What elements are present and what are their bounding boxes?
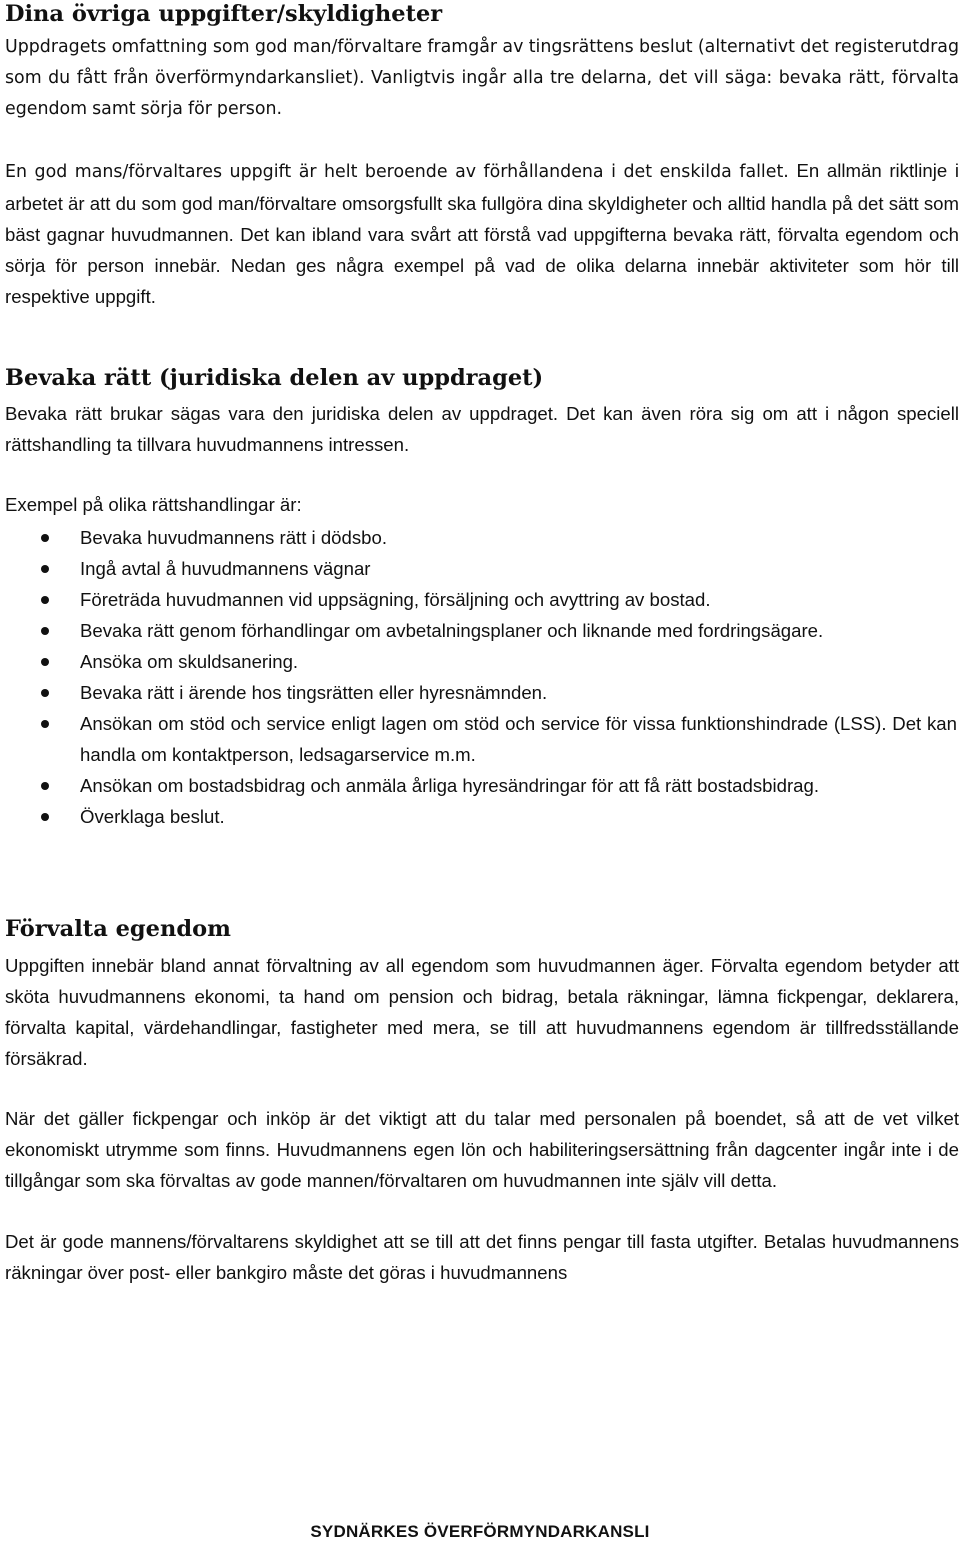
section-title-ovriga-uppgifter: Dina övriga uppgifter/skyldigheter [5, 1, 443, 27]
list-item: Ansökan om bostadsbidrag och anmäla årliga hyresändringar för att få rätt bostadsbidrag. [5, 770, 959, 801]
bullet-icon [41, 565, 49, 573]
paragraph-god-mans-uppgift-lead: En god mans/förvaltares uppgift är helt beroende av förhållandena i det enskilda fallet. [5, 162, 789, 182]
list-item: Bevaka rätt i ärende hos tingsrätten eller hyresnämnden. [5, 677, 959, 708]
bullet-icon [41, 720, 49, 728]
page-footer: SYDNÄRKES ÖVERFÖRMYNDARKANSLI [310, 1522, 650, 1541]
rattshandlingar-list [5, 522, 959, 832]
paragraph-bevaka-ratt-intro: Bevaka rätt brukar sägas vara den juridiska delen av uppdraget. Det kan även röra sig om att i någon speciell rättshandling ta tillvara huvudmannens intressen. [5, 403, 959, 455]
bullet-icon [41, 534, 49, 542]
paragraph-fasta-utgifter: Det är gode mannens/förvaltarens skyldighet att se till att det finns pengar till fasta utgifter. Betalas huvudmannens räkningar över post- eller bankgiro måste det göras i huvudmannens [5, 1231, 959, 1283]
section-title-bevaka-ratt: Bevaka rätt (juridiska delen av uppdraget) [5, 365, 544, 391]
paragraph-god-mans-uppgift-svart: Det kan ibland vara svårt att förstå vad uppgifterna bevaka rätt, förvalta egendom och sörja för person innebär. [5, 224, 959, 276]
paragraph-god-mans-uppgift-riktlinje: En allmän riktlinje i arbetet är att du som god man/förvaltare omsorgsfullt ska fullgöra dina skyldigheter och alltid handla på det sätt som bäst gagnar huvudmannen. [5, 160, 959, 245]
list-item: Bevaka huvudmannens rätt i dödsbo. [5, 522, 959, 553]
list-item: Överklaga beslut. [5, 801, 959, 832]
list-item: Bevaka rätt genom förhandlingar om avbetalningsplaner och liknande med fordringsägare. [5, 615, 959, 646]
bullet-icon [41, 813, 49, 821]
bullet-icon [41, 596, 49, 604]
list-intro-rattshandlingar: Exempel på olika rättshandlingar är: [5, 494, 302, 515]
document-page [5, 0, 959, 1288]
list-item: Företräda huvudmannen vid uppsägning, försäljning och avyttring av bostad. [5, 584, 959, 615]
bullet-icon [41, 627, 49, 635]
paragraph-god-mans-uppgift-exempel: Nedan ges några exempel på vad de olika delarna innebär aktiviteter som hör till respektive uppgift. [5, 255, 959, 307]
paragraph-fickpengar: När det gäller fickpengar och inköp är det viktigt att du talar med personalen på boendet, så att de vet vilket ekonomiskt utrymme som finns. Huvudmannens egen lön och habiliteringsersättning från dagcenter ingår inte i de tillgångar som ska förvaltas av gode mannen/förvaltaren om huvudmannen inte själv vill detta. [5, 1108, 959, 1191]
paragraph-forvalta-egendom-intro: Uppgiften innebär bland annat förvaltning av all egendom som huvudmannen äger. Förvalta egendom betyder att sköta huvudmannens ekonomi, ta hand om pension och bidrag, betala räkningar, lämna fickpengar, deklarera, förvalta kapital, värdehandlingar, fastigheter med mera, se till att huvudmannens egendom är tillfredsställande försäkrad. [5, 955, 959, 1069]
section-title-forvalta-egendom: Förvalta egendom [5, 916, 231, 942]
list-item: Ansökan om stöd och service enligt lagen om stöd och service för vissa funktionshindrade (LSS). Det kan handla om kontaktperson, ledsagarservice m.m. [5, 708, 959, 770]
paragraph-god-mans-uppgift [5, 155, 959, 312]
list-item: Ansöka om skuldsanering. [5, 646, 959, 677]
bullet-icon [41, 689, 49, 697]
list-item: Ingå avtal å huvudmannens vägnar [5, 553, 959, 584]
bullet-icon [41, 782, 49, 790]
bullet-icon [41, 658, 49, 666]
paragraph-uppdragets-omfattning: Uppdragets omfattning som god man/förvaltare framgår av tingsrättens beslut (alternativt det registerutdrag som du fått från överförmyndarkansliet). Vanligtvis ingår alla tre delarna, det vill säga: bevaka rätt, förvalta egendom samt sörja för person. [5, 37, 959, 119]
